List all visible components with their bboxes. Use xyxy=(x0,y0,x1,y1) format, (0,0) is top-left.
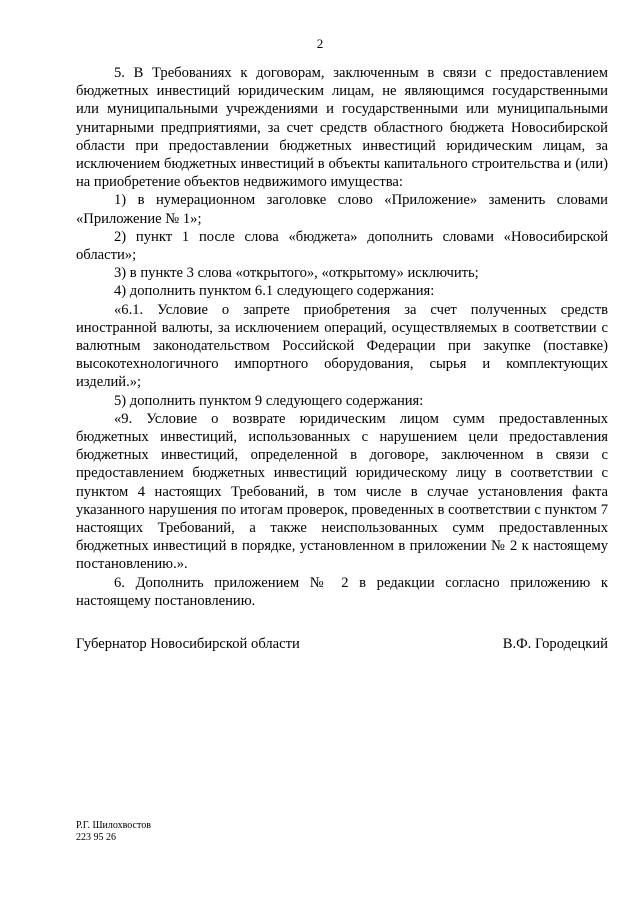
executor-footer xyxy=(76,820,151,844)
clause-9: «9. Условие о возврате юридическим лицом сумм предоставленных бюджетных инвестиций, использованных с нарушением цели предоставления бюджетных инвестиций, определенной в договоре, заключенном в связи с предоставлением бюджетных инвестиций юридическому лицу в соответствии с пунктом 4 настоящих Требований, в том числе в случае установления факта указанного нарушения по итогам проверок, проведенных в соответствии с пунктом 7 настоящих Требований, а также неиспользованных сумм предоставленных бюджетных инвестиций в порядке, установленном в приложении № 2 к настоящему постановлению.». xyxy=(76,410,608,573)
signature-block xyxy=(76,635,608,653)
subparagraph-5: 5) дополнить пунктом 9 следующего содержания: xyxy=(114,392,424,409)
subparagraph-2: 2) пункт 1 после слова «бюджета» дополнить словами «Новосибирской области»; xyxy=(76,228,608,264)
signatory-name: В.Ф. Городецкий xyxy=(502,636,608,652)
subparagraph-1: 1) в нумерационном заголовке слово «Приложение» заменить словами «Приложение № 1»; xyxy=(76,192,608,227)
page-number: 2 xyxy=(316,36,324,51)
subparagraph-4: 4) дополнить пунктом 6.1 следующего содержания: xyxy=(114,283,435,300)
clause-6-1: «6.1. Условие о запрете приобретения за счет полученных средств иностранной валюты, за исключением операций, осуществляемых в соответствии с валютным законодательством Российской Федерации при закупке (поставке) высокотехнологичного импортного оборудования, сырья и комплектующих изделий.»; xyxy=(76,301,608,391)
paragraph-item-5: 5. В Требованиях к договорам, заключенным в связи с предоставлением бюджетных инвестиций юридическим лицам, не являющимся государственными или муниципальными учреждениями и государственными или муниципальными унитарными предприятиями, за счет средств областного бюджета Новосибирской области при предоставлении бюджетных инвестиций юридическим лицам, за исключением бюджетных инвестиций в объекты капитального строительства и (или) на приобретение объектов недвижимого имущества: xyxy=(76,65,608,191)
document-body xyxy=(76,64,608,610)
signatory-position: Губернатор Новосибирской области xyxy=(76,636,300,652)
paragraph-item-6: 6. Дополнить приложением № 2 в редакции согласно приложению к настоящему постановлению. xyxy=(76,574,608,609)
executor-phone: 223 95 26 xyxy=(76,832,116,843)
subparagraph-3: 3) в пункте 3 слова «открытого», «открытому» исключить; xyxy=(114,265,479,282)
executor-name: Р.Г. Шилохвостов xyxy=(76,820,151,831)
